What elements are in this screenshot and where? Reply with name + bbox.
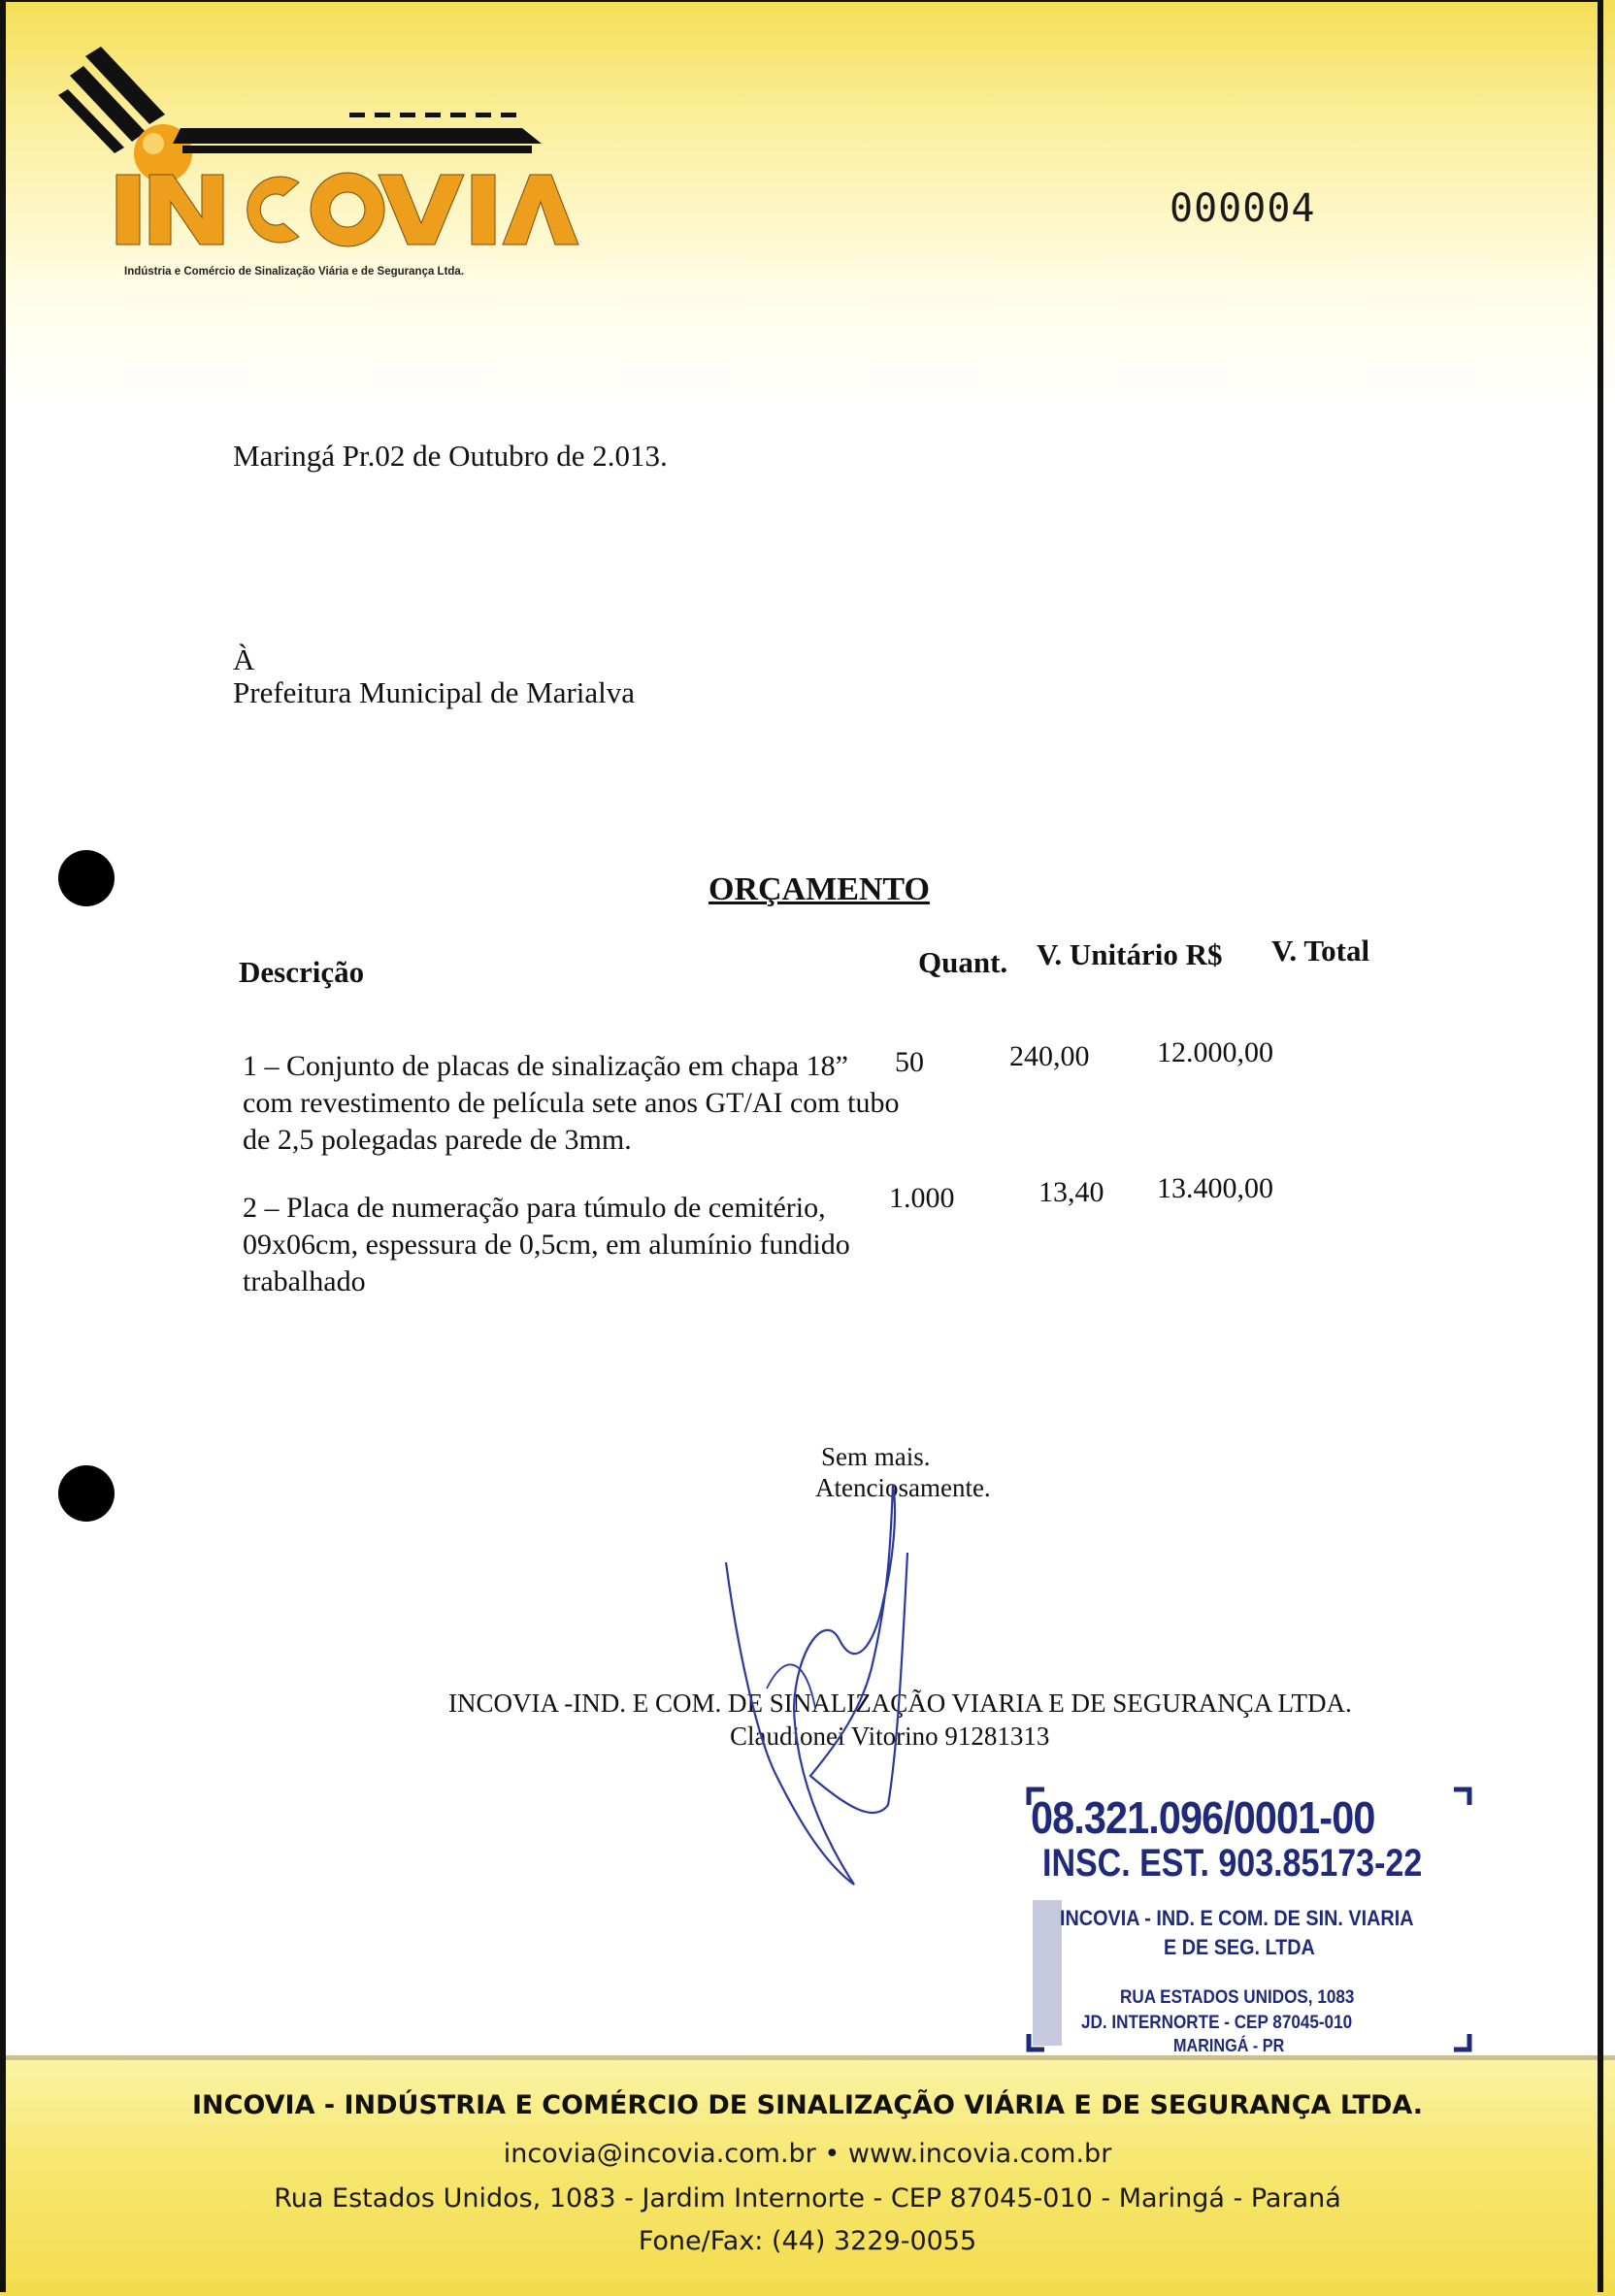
footer-company: INCOVIA - INDÚSTRIA E COMÉRCIO DE SINALIZAÇÃO VIÁRIA E DE SEGURANÇA LTDA. xyxy=(191,2090,1424,2120)
item-2-quantity: 1.000 xyxy=(889,1182,955,1214)
incovia-logo xyxy=(56,39,580,272)
company-stamp xyxy=(1023,1784,1474,2057)
place-date: Maringá Pr.02 de Outubro de 2.013. xyxy=(233,439,668,473)
item-1-quantity: 50 xyxy=(895,1046,924,1078)
company-signature-line: INCOVIA -IND. E COM. DE SINALIZAÇÃO VIARIA E DE SEGURANÇA LTDA. xyxy=(448,1689,1352,1718)
signer-name: Claudionei Vitorino 91281313 xyxy=(730,1722,1050,1751)
recipient-prefix: À xyxy=(233,642,255,676)
document-number: 000004 xyxy=(1170,186,1316,231)
closing-atenciosamente: Atenciosamente. xyxy=(815,1473,991,1502)
item-2-unit-price: 13,40 xyxy=(1038,1176,1104,1208)
stamp-company-line-2: E DE SEG. LTDA xyxy=(1164,1935,1315,1959)
col-quantity: Quant. xyxy=(918,945,1008,979)
item-1-total: 12.000,00 xyxy=(1157,1036,1273,1068)
item-2-description: 2 – Placa de numeração para túmulo de cemitério, 09x06cm, espessura de 0,5cm, em alumínio fundido trabalhado xyxy=(243,1192,850,1297)
footer-address: Rua Estados Unidos, 1083 - Jardim Internorte - CEP 87045-010 - Maringá - Paraná xyxy=(274,2183,1341,2214)
punch-hole-bottom xyxy=(58,1465,115,1522)
stamp-insc: INSC. EST. 903.85173-22 xyxy=(1042,1842,1423,1885)
stamp-city: MARINGÁ - PR xyxy=(1173,2036,1285,2055)
recipient: Prefeitura Municipal de Marialva xyxy=(233,675,636,709)
col-description: Descrição xyxy=(239,955,365,989)
footer-contact: incovia@incovia.com.br • www.incovia.com.br xyxy=(503,2139,1112,2169)
stamp-district: JD. INTERNORTE - CEP 87045-010 xyxy=(1081,2013,1353,2033)
footer-phone: Fone/Fax: (44) 3229-0055 xyxy=(638,2226,977,2256)
item-2-total: 13.400,00 xyxy=(1157,1172,1273,1204)
item-1-unit-price: 240,00 xyxy=(1009,1040,1090,1072)
document-title: ORÇAMENTO xyxy=(709,871,930,907)
col-unit-price: V. Unitário R$ xyxy=(1037,937,1223,971)
stamp-cnpj: 08.321.096/0001-00 xyxy=(1031,1792,1375,1843)
closing-sem-mais: Sem mais. xyxy=(821,1442,931,1471)
company-tagline: Indústria e Comércio de Sinalização Viária e de Segurança Ltda. xyxy=(124,266,465,278)
col-total: V. Total xyxy=(1271,934,1370,968)
punch-hole-top xyxy=(58,850,115,906)
stamp-street: RUA ESTADOS UNIDOS, 1083 xyxy=(1120,1987,1355,2008)
item-1-description: 1 – Conjunto de placas de sinalização em chapa 18” com revestimento de película sete anos GT/AI com tubo de 2,5 polegadas parede de 3mm. xyxy=(243,1050,900,1156)
stamp-company-line-1: INCOVIA - IND. E COM. DE SIN. VIARIA xyxy=(1060,1906,1414,1930)
handwritten-signature xyxy=(709,1456,941,1912)
